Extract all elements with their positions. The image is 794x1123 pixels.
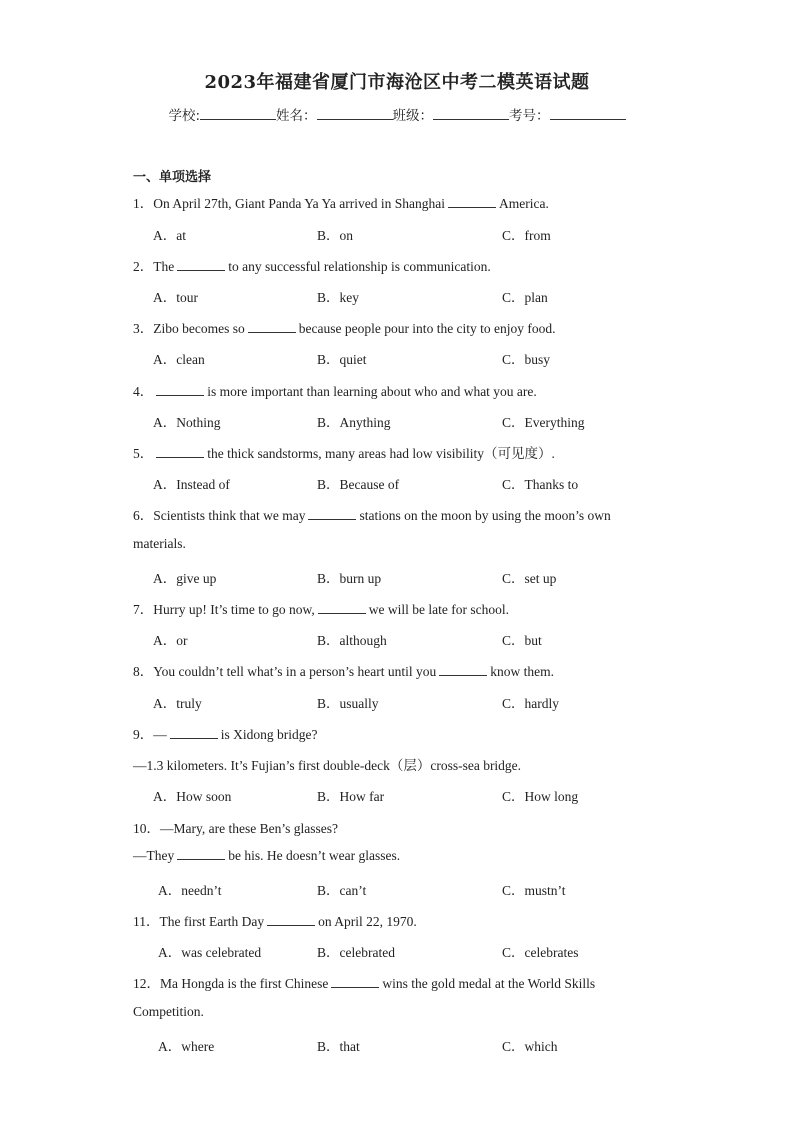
question-9-continuation: —1.3 kilometers. It’s Fujian’s first double-deck（层）cross-sea bridge. bbox=[133, 758, 522, 773]
option-a[interactable]: A．or bbox=[153, 633, 188, 648]
answer-blank bbox=[448, 196, 496, 208]
option-a[interactable]: A．tour bbox=[153, 290, 198, 305]
answer-blank bbox=[170, 727, 218, 739]
option-b[interactable]: B．key bbox=[317, 290, 359, 305]
question-text: 8．You couldn’t tell what’s in a person’s heart until you bbox=[133, 664, 437, 679]
option-a[interactable]: A．Nothing bbox=[153, 415, 221, 430]
option-b[interactable]: B．that bbox=[317, 1039, 360, 1054]
question-text: is Xidong bridge? bbox=[220, 727, 318, 742]
question-1 bbox=[133, 192, 549, 212]
question-8 bbox=[133, 660, 554, 680]
question-text: the thick sandstorms, many areas had low visibility（可见度）. bbox=[207, 446, 555, 461]
question-text: 5． bbox=[133, 446, 154, 461]
question-text: America. bbox=[498, 196, 549, 211]
question-9 bbox=[133, 723, 318, 743]
class-label: 班级： bbox=[392, 108, 434, 124]
question-11 bbox=[133, 910, 417, 930]
option-a[interactable]: A．give up bbox=[153, 571, 217, 586]
answer-blank bbox=[156, 384, 204, 396]
question-text: is more important than learning about who and what you are. bbox=[207, 384, 537, 399]
question-text: wins the gold medal at the World Skills bbox=[382, 976, 596, 991]
answer-blank bbox=[156, 446, 204, 458]
option-c[interactable]: C．but bbox=[502, 633, 542, 648]
section-heading: 一、单项选择 bbox=[133, 170, 212, 185]
question-text: because people pour into the city to enjoy food. bbox=[298, 321, 556, 336]
question-12-continuation: Competition. bbox=[133, 1004, 204, 1019]
question-text: 12．Ma Hongda is the first Chinese bbox=[133, 976, 329, 991]
answer-blank bbox=[308, 508, 356, 520]
number-blank[interactable] bbox=[550, 107, 626, 120]
question-text: 11．The first Earth Day bbox=[133, 914, 265, 929]
option-b[interactable]: B．quiet bbox=[317, 352, 367, 367]
question-6-continuation: materials. bbox=[133, 536, 186, 551]
document-title: 2023年福建省厦门市海沧区中考二模英语试题 bbox=[204, 72, 590, 93]
student-info-line bbox=[0, 104, 794, 124]
option-a[interactable]: A．How soon bbox=[153, 789, 232, 804]
option-c[interactable]: C．set up bbox=[502, 571, 557, 586]
option-b[interactable]: B．burn up bbox=[317, 571, 382, 586]
option-b[interactable]: B．can’t bbox=[317, 883, 367, 898]
question-text: to any successful relationship is communication. bbox=[228, 259, 491, 274]
question-text: 6．Scientists think that we may bbox=[133, 508, 306, 523]
option-c[interactable]: C．from bbox=[502, 228, 551, 243]
question-text: on April 22, 1970. bbox=[318, 914, 417, 929]
option-a[interactable]: A．where bbox=[158, 1039, 215, 1054]
question-text: 4． bbox=[133, 384, 154, 399]
answer-blank bbox=[331, 976, 379, 988]
option-c[interactable]: C．Everything bbox=[502, 415, 585, 430]
question-3 bbox=[133, 317, 556, 337]
answer-blank bbox=[267, 914, 315, 926]
question-text: 3．Zibo becomes so bbox=[133, 321, 245, 336]
answer-blank bbox=[177, 848, 225, 860]
question-text: —They bbox=[133, 848, 175, 863]
school-blank[interactable] bbox=[200, 107, 276, 120]
option-c[interactable]: C．How long bbox=[502, 789, 579, 804]
option-b[interactable]: B．celebrated bbox=[317, 945, 395, 960]
question-10: 10．—Mary, are these Ben’s glasses? bbox=[133, 821, 338, 836]
answer-blank bbox=[439, 664, 487, 676]
option-a[interactable]: A．was celebrated bbox=[158, 945, 262, 960]
option-c[interactable]: C．mustn’t bbox=[502, 883, 566, 898]
question-text: 2．The bbox=[133, 259, 175, 274]
option-a[interactable]: A．at bbox=[153, 228, 186, 243]
option-c[interactable]: C．plan bbox=[502, 290, 548, 305]
option-b[interactable]: B．although bbox=[317, 633, 387, 648]
question-text: 7．Hurry up! It’s time to go now, bbox=[133, 602, 315, 617]
number-label: 考号： bbox=[509, 108, 550, 124]
option-c[interactable]: C．busy bbox=[502, 352, 551, 367]
question-text: 9．— bbox=[133, 727, 167, 742]
option-b[interactable]: B．on bbox=[317, 228, 354, 243]
question-2 bbox=[133, 255, 491, 275]
school-label: 学校: bbox=[168, 108, 201, 124]
option-a[interactable]: A．Instead of bbox=[153, 477, 230, 492]
option-c[interactable]: C．hardly bbox=[502, 696, 559, 711]
option-a[interactable]: A．clean bbox=[153, 352, 205, 367]
answer-blank bbox=[177, 259, 225, 271]
question-text: stations on the moon by using the moon’s own bbox=[359, 508, 611, 523]
class-blank[interactable] bbox=[433, 107, 509, 120]
question-text: we will be late for school. bbox=[368, 602, 509, 617]
question-7 bbox=[133, 598, 509, 618]
option-b[interactable]: B．Anything bbox=[317, 415, 391, 430]
name-blank[interactable] bbox=[317, 107, 393, 120]
option-c[interactable]: C．which bbox=[502, 1039, 558, 1054]
question-text: 1．On April 27th, Giant Panda Ya Ya arrived in Shanghai bbox=[133, 196, 445, 211]
question-text: be his. He doesn’t wear glasses. bbox=[228, 848, 401, 863]
answer-blank bbox=[248, 321, 296, 333]
option-b[interactable]: B．Because of bbox=[317, 477, 400, 492]
question-10-continuation bbox=[133, 848, 400, 864]
option-b[interactable]: B．usually bbox=[317, 696, 379, 711]
question-5 bbox=[133, 442, 555, 462]
option-a[interactable]: A．needn’t bbox=[158, 883, 222, 898]
option-b[interactable]: B．How far bbox=[317, 789, 385, 804]
question-6 bbox=[133, 504, 611, 524]
name-label: 姓名： bbox=[276, 108, 317, 124]
question-4 bbox=[133, 380, 537, 400]
option-a[interactable]: A．truly bbox=[153, 696, 202, 711]
question-12 bbox=[133, 972, 595, 992]
option-c[interactable]: C．celebrates bbox=[502, 945, 579, 960]
question-text: know them. bbox=[490, 664, 554, 679]
answer-blank bbox=[318, 602, 366, 614]
option-c[interactable]: C．Thanks to bbox=[502, 477, 579, 492]
